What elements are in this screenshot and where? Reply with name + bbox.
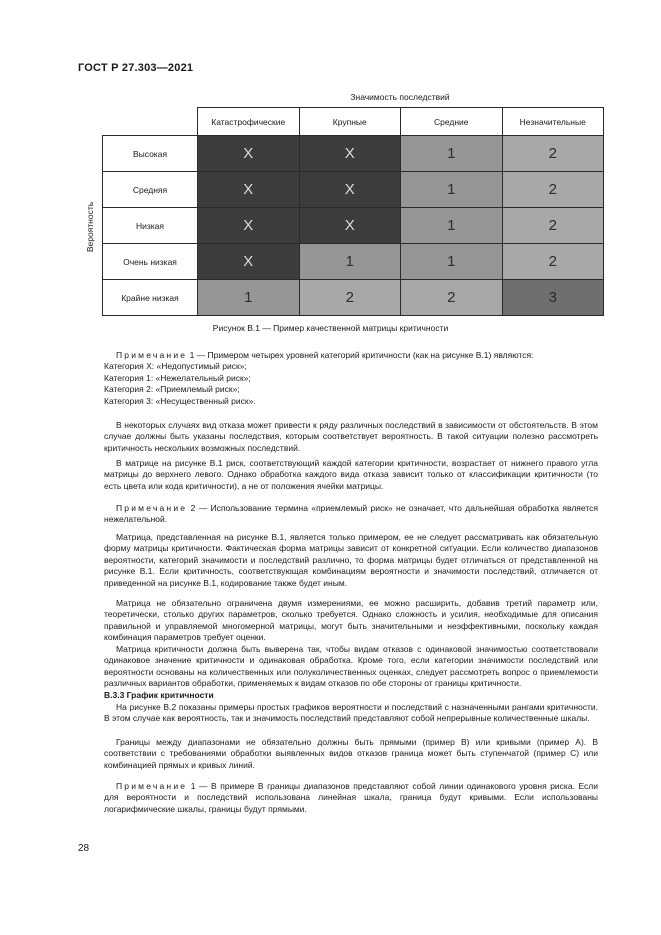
note-label: Примечание [116, 350, 188, 360]
matrix-x-axis-title: Значимость последствий [350, 92, 450, 102]
section-title: В.3.3 График критичности [104, 690, 214, 700]
matrix-cell: X [198, 136, 300, 172]
paragraph: В некоторых случаях вид отказа может привести к ряду различных последствий в зависимости от обстоятельств. В этом случае должны быть указаны последствия, которым соответствует вероятность. В такой ситуации полезно рассмотреть критичность нескольких возможных последствий. [104, 420, 598, 453]
matrix-cell: 1 [401, 172, 503, 208]
body-paragraph-3 [104, 532, 598, 589]
section-heading-block [104, 690, 598, 701]
page-number: 28 [78, 843, 90, 854]
matrix-cell: X [299, 208, 401, 244]
matrix-col-header: Незначительные [502, 108, 604, 136]
note-1-item: Категория 3: «Несущественный риск». [104, 395, 256, 406]
note-3-text: 1 — В примере В границы диапазонов представляют собой линии одинакового уровня риска. Если для вероятности и последствий использована линейная шкала, граница будут кривыми. Если использованы логарифмические шкалы, границы будут прямыми. [104, 781, 598, 814]
matrix-cell: 1 [401, 244, 503, 280]
matrix-cell: 2 [502, 208, 604, 244]
body-paragraph-6 [104, 702, 598, 725]
matrix-cell: X [299, 136, 401, 172]
matrix-y-axis [78, 136, 102, 318]
note-3-paragraph [104, 781, 598, 815]
matrix-header-row [103, 108, 604, 136]
paragraph: Матрица, представленная на рисунке В.1, является только примером, ее не следует рассматривать как обязательную форму матрицы критичности. Фактическая форма матрицы зависит от конкретной ситуации. Если количество диапазонов вероятности, категорий значимости и последствий различно, то форма матрицы будет отличаться от представленной на рисунке В.1. Если критичность, соответствующая комбинациям вероятности и значимости последствий, отличается от приведенной на рисунке В.1, кодирование также будет иным. [104, 532, 598, 588]
matrix-row-header: Средняя [103, 172, 198, 208]
body-paragraph-1 [104, 420, 598, 454]
paragraph: На рисунке В.2 показаны примеры простых графиков вероятности и последствий с назначенными рангами критичности. В этом случае как вероятность, так и значимость последствий представляют собой непрерывные количественные шкалы. [104, 702, 598, 724]
matrix-cell: 2 [502, 136, 604, 172]
matrix-col-header: Катастрофические [198, 108, 300, 136]
matrix-row [103, 280, 604, 316]
matrix-row [103, 244, 604, 280]
matrix-cell: X [198, 172, 300, 208]
paragraph: Границы между диапазонами не обязательно должны быть прямыми (пример В) или кривыми (пример А). В соответствии с требованиями обработки выявленных видов отказов граница может быть ступенчатой (пример С) или комбинацией прямых и кривых линий. [104, 737, 598, 770]
matrix-y-axis-title: Вероятность [85, 201, 95, 253]
criticality-matrix [102, 107, 604, 316]
matrix-cell: 2 [502, 172, 604, 208]
matrix-cell: 1 [198, 280, 300, 316]
note-1-item: Категория 1: «Нежелательный риск»; [104, 372, 251, 383]
note-block-1 [104, 350, 598, 407]
matrix-row-header: Высокая [103, 136, 198, 172]
matrix-cell: 1 [401, 136, 503, 172]
paragraph: В матрице на рисунке В.1 риск, соответствующий каждой категории критичности, возрастает от нижнего правого угла матрицы до верхнего левого. Однако обработка каждого вида отказа зависит только от классификации критичности (то есть цвета или кода критичности), а не от положения ячейки матрицы. [104, 458, 598, 491]
body-paragraph-4 [104, 598, 598, 644]
matrix-col-header: Средние [401, 108, 503, 136]
matrix-cell: 3 [502, 280, 604, 316]
note-1-item: Категория X: «Недопустимый риск»; [104, 361, 247, 372]
note-1-item: Категория 2: «Приемлемый риск»; [104, 384, 240, 395]
note-1-text: 1 — Примером четырех уровней категорий критичности (как на рисунке В.1) являются: [187, 350, 534, 360]
note-label: Примечание [116, 503, 188, 513]
body-paragraph-2 [104, 458, 598, 492]
matrix-row [103, 172, 604, 208]
note-2-paragraph [104, 503, 598, 526]
note-2-text: 2 — Использование термина «приемлемый риск» не означает, что дальнейшая обработка является нежелательной. [104, 503, 598, 525]
matrix-cell: 1 [299, 244, 401, 280]
matrix-cell: 1 [401, 208, 503, 244]
matrix-row-header: Низкая [103, 208, 198, 244]
matrix-row [103, 136, 604, 172]
body-paragraph-7 [104, 737, 598, 771]
note-1-heading [104, 350, 598, 361]
note-label: Примечание [116, 781, 188, 791]
matrix-row-header: Крайне низкая [103, 280, 198, 316]
matrix-cell: X [198, 208, 300, 244]
matrix-cell: 2 [502, 244, 604, 280]
matrix-col-header: Крупные [299, 108, 401, 136]
matrix-cell: X [299, 172, 401, 208]
matrix-cell: 2 [401, 280, 503, 316]
matrix-row [103, 208, 604, 244]
note-block-2 [104, 503, 598, 526]
paragraph: Матрица критичности должна быть выверена так, чтобы видам отказов с одинаковой значимостью соответствовали одинаковое значение критичности и одинаковая обработка. Кроме того, если категории значимости последствий или вероятности основаны на количественных или полуколичественных оценках, следует рассмотреть вопрос о приемлемости различных вариантов обработки, применяемых к видам отказов по обе стороны от границы критичности. [104, 644, 598, 689]
matrix-corner [103, 108, 198, 136]
paragraph: Матрица не обязательно ограничена двумя измерениями, ее можно расширить, добавив третий параметр или, теоретически, столько других параметров, сколько требуется. Однако сложность и усилия, необходимые для описания правильной и управляемой многомерной матрицы, могут быть значительными и неэффективными, поскольку каждая комбинация параметров требует оценки. [104, 598, 598, 643]
matrix-cell: X [198, 244, 300, 280]
figure-caption: Рисунок В.1 — Пример качественной матрицы критичности [212, 323, 449, 333]
matrix-row-header: Очень низкая [103, 244, 198, 280]
matrix-cell: 2 [299, 280, 401, 316]
body-paragraph-5 [104, 644, 598, 690]
note-block-3 [104, 781, 598, 815]
document-header: ГОСТ Р 27.303—2021 [78, 62, 194, 74]
